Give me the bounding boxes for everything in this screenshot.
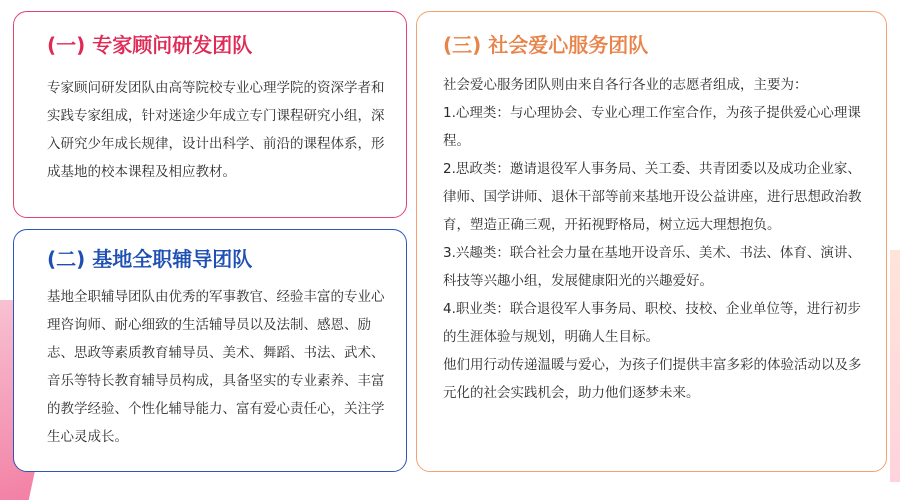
fulltime-team-description: 基地全职辅导团队由优秀的军事教官、经验丰富的专业心理咨询师、耐心细致的生活辅导员以及法制、感恩、励志、思政等素质教育辅导员、美术、舞蹈、书法、武术、音乐等特长教育辅导员构成，具备坚实的专业素养、丰富的教学经验、个性化辅导能力、富有爱心责任心，关注学生心灵成长。 [47,289,385,445]
volunteer-team-description [417,58,886,407]
volunteer-item-career: 4.职业类：联合退役军人事务局、职校、技校、企业单位等，进行初步的生涯体验与规划，明确人生目标。 [443,301,861,345]
volunteer-item-ideology: 2.思政类：邀请退役军人事务局、关工委、共青团委以及成功企业家、律师、国学讲师、退休干部等前来基地开设公益讲座，进行思想政治教育，塑造正确三观，开拓视野格局，树立远大理想抱负。 [443,161,862,233]
volunteer-item-interest: 3.兴趣类：联合社会力量在基地开设音乐、美术、书法、体育、演讲、科技等兴趣小组，发展健康阳光的兴趣爱好。 [443,245,861,289]
expert-team-card [13,11,407,218]
volunteer-team-title: (三) 社会爱心服务团队 [443,33,649,57]
fulltime-team-title: (二) 基地全职辅导团队 [47,247,253,271]
volunteer-team-card [416,11,887,472]
expert-team-description: 专家顾问研发团队由高等院校专业心理学院的资深学者和实践专家组成，针对迷途少年成立专门课程研究小组，深入研究少年成长规律，设计出科学、前沿的课程体系，形成基地的校本课程及相应教材。 [47,80,385,180]
volunteer-intro: 社会爱心服务团队则由来自各行各业的志愿者组成，主要为： [443,77,808,93]
volunteer-conclusion: 他们用行动传递温暖与爱心，为孩子们提供丰富多彩的体验活动以及多元化的社会实践机会，助力他们逐梦未来。 [443,357,862,401]
fulltime-team-card [13,229,407,472]
volunteer-item-psychology: 1.心理类：与心理协会、专业心理工作室合作，为孩子提供爱心心理课程。 [443,105,861,149]
decorative-peach-shape [890,250,900,482]
expert-team-title: (一) 专家顾问研发团队 [47,33,253,57]
